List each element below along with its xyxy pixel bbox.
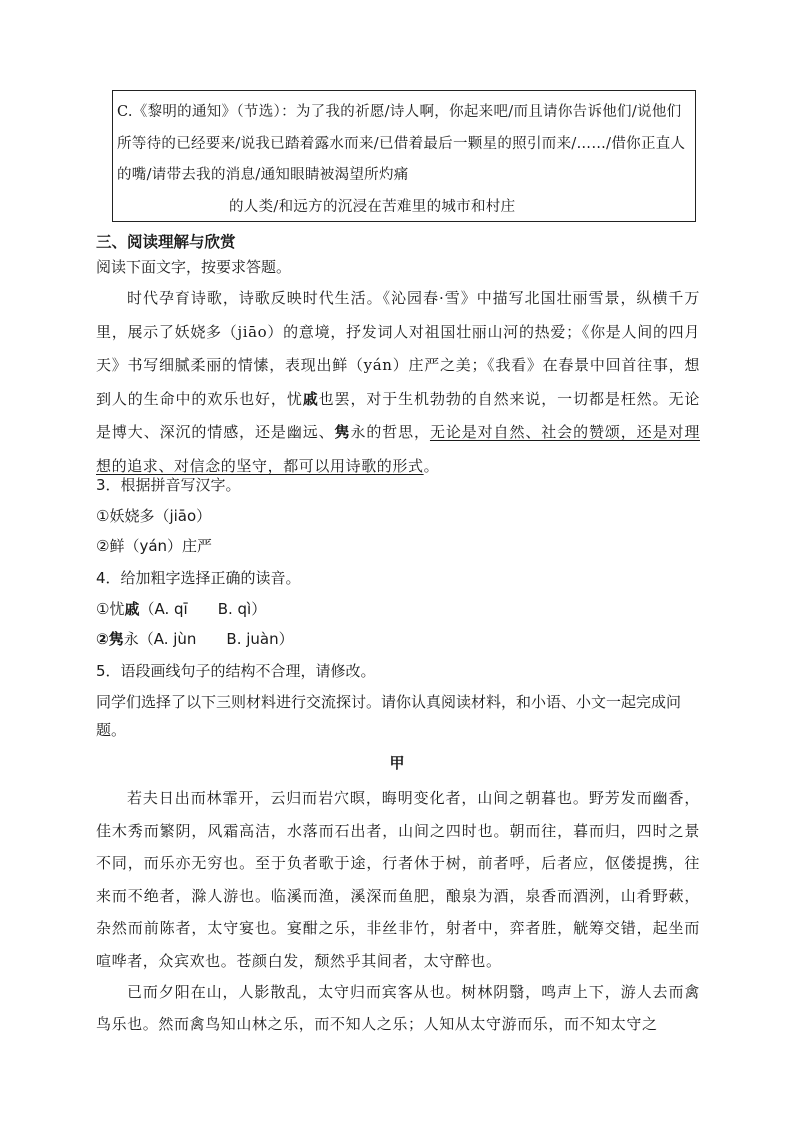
passage-bold-jun: 隽 bbox=[334, 423, 351, 441]
question-4: 4．给加粗字选择正确的读音。 bbox=[96, 569, 301, 587]
q4-1-options: （A. qī B. qì） bbox=[139, 600, 267, 618]
materials-intro: 同学们选择了以下三则材料进行交流探讨。请你认真阅读材料，和小语、小文一起完成问题。 bbox=[96, 693, 682, 739]
question-3: 3．根据拼音写汉字。 bbox=[96, 476, 241, 494]
q4-2-options: 永（A. jùn B. juàn） bbox=[123, 630, 294, 648]
passage-text-1: 时代孕育诗歌，诗歌反映时代生活。《沁园春·雪》中描写北国壮丽雪景，纵横千万里，展示了妖娆多（jiāo）的意境，抒发词人对祖国壮丽山河的热爱；《你是人间的四月天》书写细腻柔丽的情愫，表现出鲜（yán）庄严之美；《我看》在春景中回首往事，想到人的生命中的欢乐也好，忧 bbox=[96, 289, 700, 408]
question-3-item-1: ①妖娆多（jiāo） bbox=[96, 507, 212, 525]
passage-bold-qi: 戚 bbox=[302, 389, 319, 408]
underlined-sentence: 无论是对自然、社会的赞颂，还是对理想的追求、对信念的坚守，都可以用诗歌的形式 bbox=[96, 423, 700, 475]
section-title: 三、阅读理解与欣赏 bbox=[96, 233, 236, 251]
option-c-text bbox=[117, 97, 691, 223]
option-c-body: C.《黎明的通知》（节选）：为了我的祈愿/诗人啊，你起来吧/而且请你告诉他们/说他们所等待的已经要来/说我已踏着露水而来/已借着最后一颗星的照引而来/……/借你正直人的嘴/请带去我的消息/通知眼睛被渴望所灼痛 bbox=[117, 104, 686, 183]
reading-passage bbox=[96, 282, 700, 483]
material-para-2: 已而夕阳在山，人影散乱，太守归而宾客从也。树林阴翳，鸣声上下，游人去而禽鸟乐也。然而禽鸟知山林之乐，而不知人之乐；人知从太守游而乐，而不知太守之 bbox=[96, 983, 700, 1033]
passage-text-3: 永的哲思， bbox=[350, 423, 430, 441]
passage-text-2: 也罢，对于生机勃勃的自然来说，一切都是枉然。无论是博大、深沉的情感，还是幽远、 bbox=[96, 389, 700, 441]
question-4-item-1 bbox=[96, 598, 266, 619]
question-4-item-2 bbox=[96, 628, 294, 649]
q4-1-prefix: ①忧 bbox=[96, 600, 125, 618]
passage-end: 。 bbox=[423, 456, 440, 475]
option-c-box bbox=[112, 90, 696, 222]
option-c-last-line: 的人类/和远方的沉浸在苦难里的城市和村庄 bbox=[229, 198, 516, 215]
question-5: 5．语段画线句子的结构不合理，请修改。 bbox=[96, 662, 376, 680]
question-3-item-2: ②鲜（yán）庄严 bbox=[96, 537, 213, 555]
q4-1-bold-char: 戚 bbox=[124, 600, 140, 618]
section-instruction: 阅读下面文字，按要求答题。 bbox=[96, 258, 292, 276]
material-heading: 甲 bbox=[389, 754, 405, 772]
material-para-1: 若夫日出而林霏开，云归而岩穴暝，晦明变化者，山间之朝暮也。野芳发而幽香，佳木秀而繁阴，风霜高洁，水落而石出者，山间之四时也。朝而往，暮而归，四时之景不同，而乐亦无穷也。至于负者歌于途，行者休于树，前者呼，后者应，伛偻提携，往来而不绝者，滁人游也。临溪而渔，溪深而鱼肥，酿泉为酒，泉香而酒洌，山肴野蔌，杂然而前陈者，太守宴也。宴酣之乐，非丝非竹，射者中，弈者胜，觥筹交错，起坐而喧哗者，众宾欢也。苍颜白发，颓然乎其间者，太守醉也。 bbox=[96, 789, 700, 970]
q4-2-bold-char: ②隽 bbox=[96, 630, 124, 648]
